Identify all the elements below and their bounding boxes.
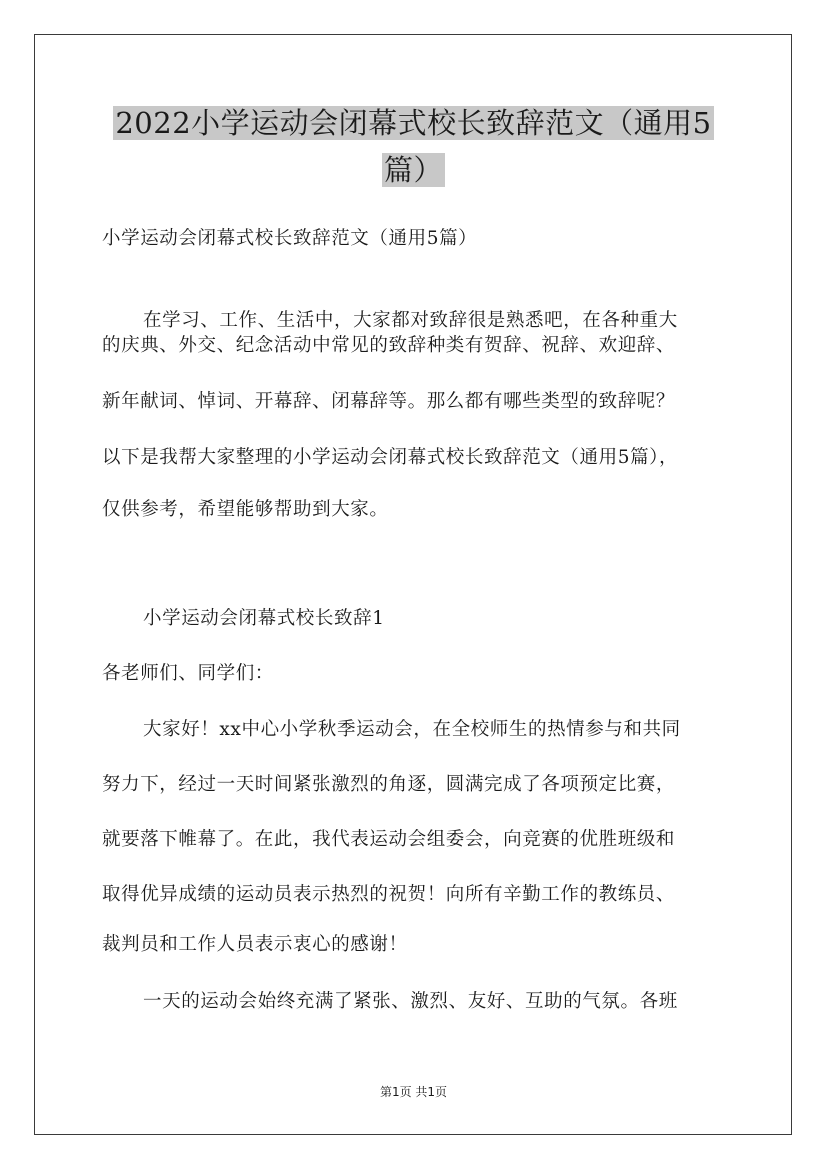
body-line: 裁判员和工作人员表示衷心的感谢！ (102, 934, 408, 955)
body-line: 取得优异成绩的运动员表示热烈的祝贺！向所有辛勤工作的教练员、 (102, 884, 676, 905)
subtitle: 小学运动会闭幕式校长致辞范文（通用5篇） (102, 228, 478, 249)
body-line: 就要落下帷幕了。在此，我代表运动会组委会，向竞赛的优胜班级和 (102, 829, 676, 850)
intro-line: 以下是我帮大家整理的小学运动会闭幕式校长致辞范文（通用5篇）， (102, 447, 679, 468)
intro-line: 仅供参考，希望能够帮助到大家。 (102, 499, 389, 520)
intro-line: 新年献词、悼词、开幕辞、闭幕辞等。那么都有哪些类型的致辞呢？ (102, 391, 676, 412)
page-footer: 第1页 共1页 (379, 1085, 448, 1099)
title-line-2: 篇） (383, 153, 443, 187)
page-border (34, 34, 792, 1135)
intro-line: 的庆典、外交、纪念活动中常见的致辞种类有贺辞、祝辞、欢迎辞、 (102, 335, 676, 356)
body-line: 努力下，经过一天时间紧张激烈的角逐，圆满完成了各项预定比赛， (102, 774, 676, 795)
title-line-1: 2022小学运动会闭幕式校长致辞范文（通用5 (115, 106, 712, 140)
section-heading: 小学运动会闭幕式校长致辞1 (143, 608, 385, 629)
body-line: 大家好！xx中心小学秋季运动会，在全校师生的热情参与和共同 (143, 719, 681, 740)
intro-line: 在学习、工作、生活中，大家都对致辞很是熟悉吧，在各种重大 (143, 310, 678, 331)
body-line: 一天的运动会始终充满了紧张、激烈、友好、互助的气氛。各班 (143, 991, 678, 1012)
document-title (60, 100, 767, 194)
greeting: 各老师们、同学们： (102, 663, 274, 684)
